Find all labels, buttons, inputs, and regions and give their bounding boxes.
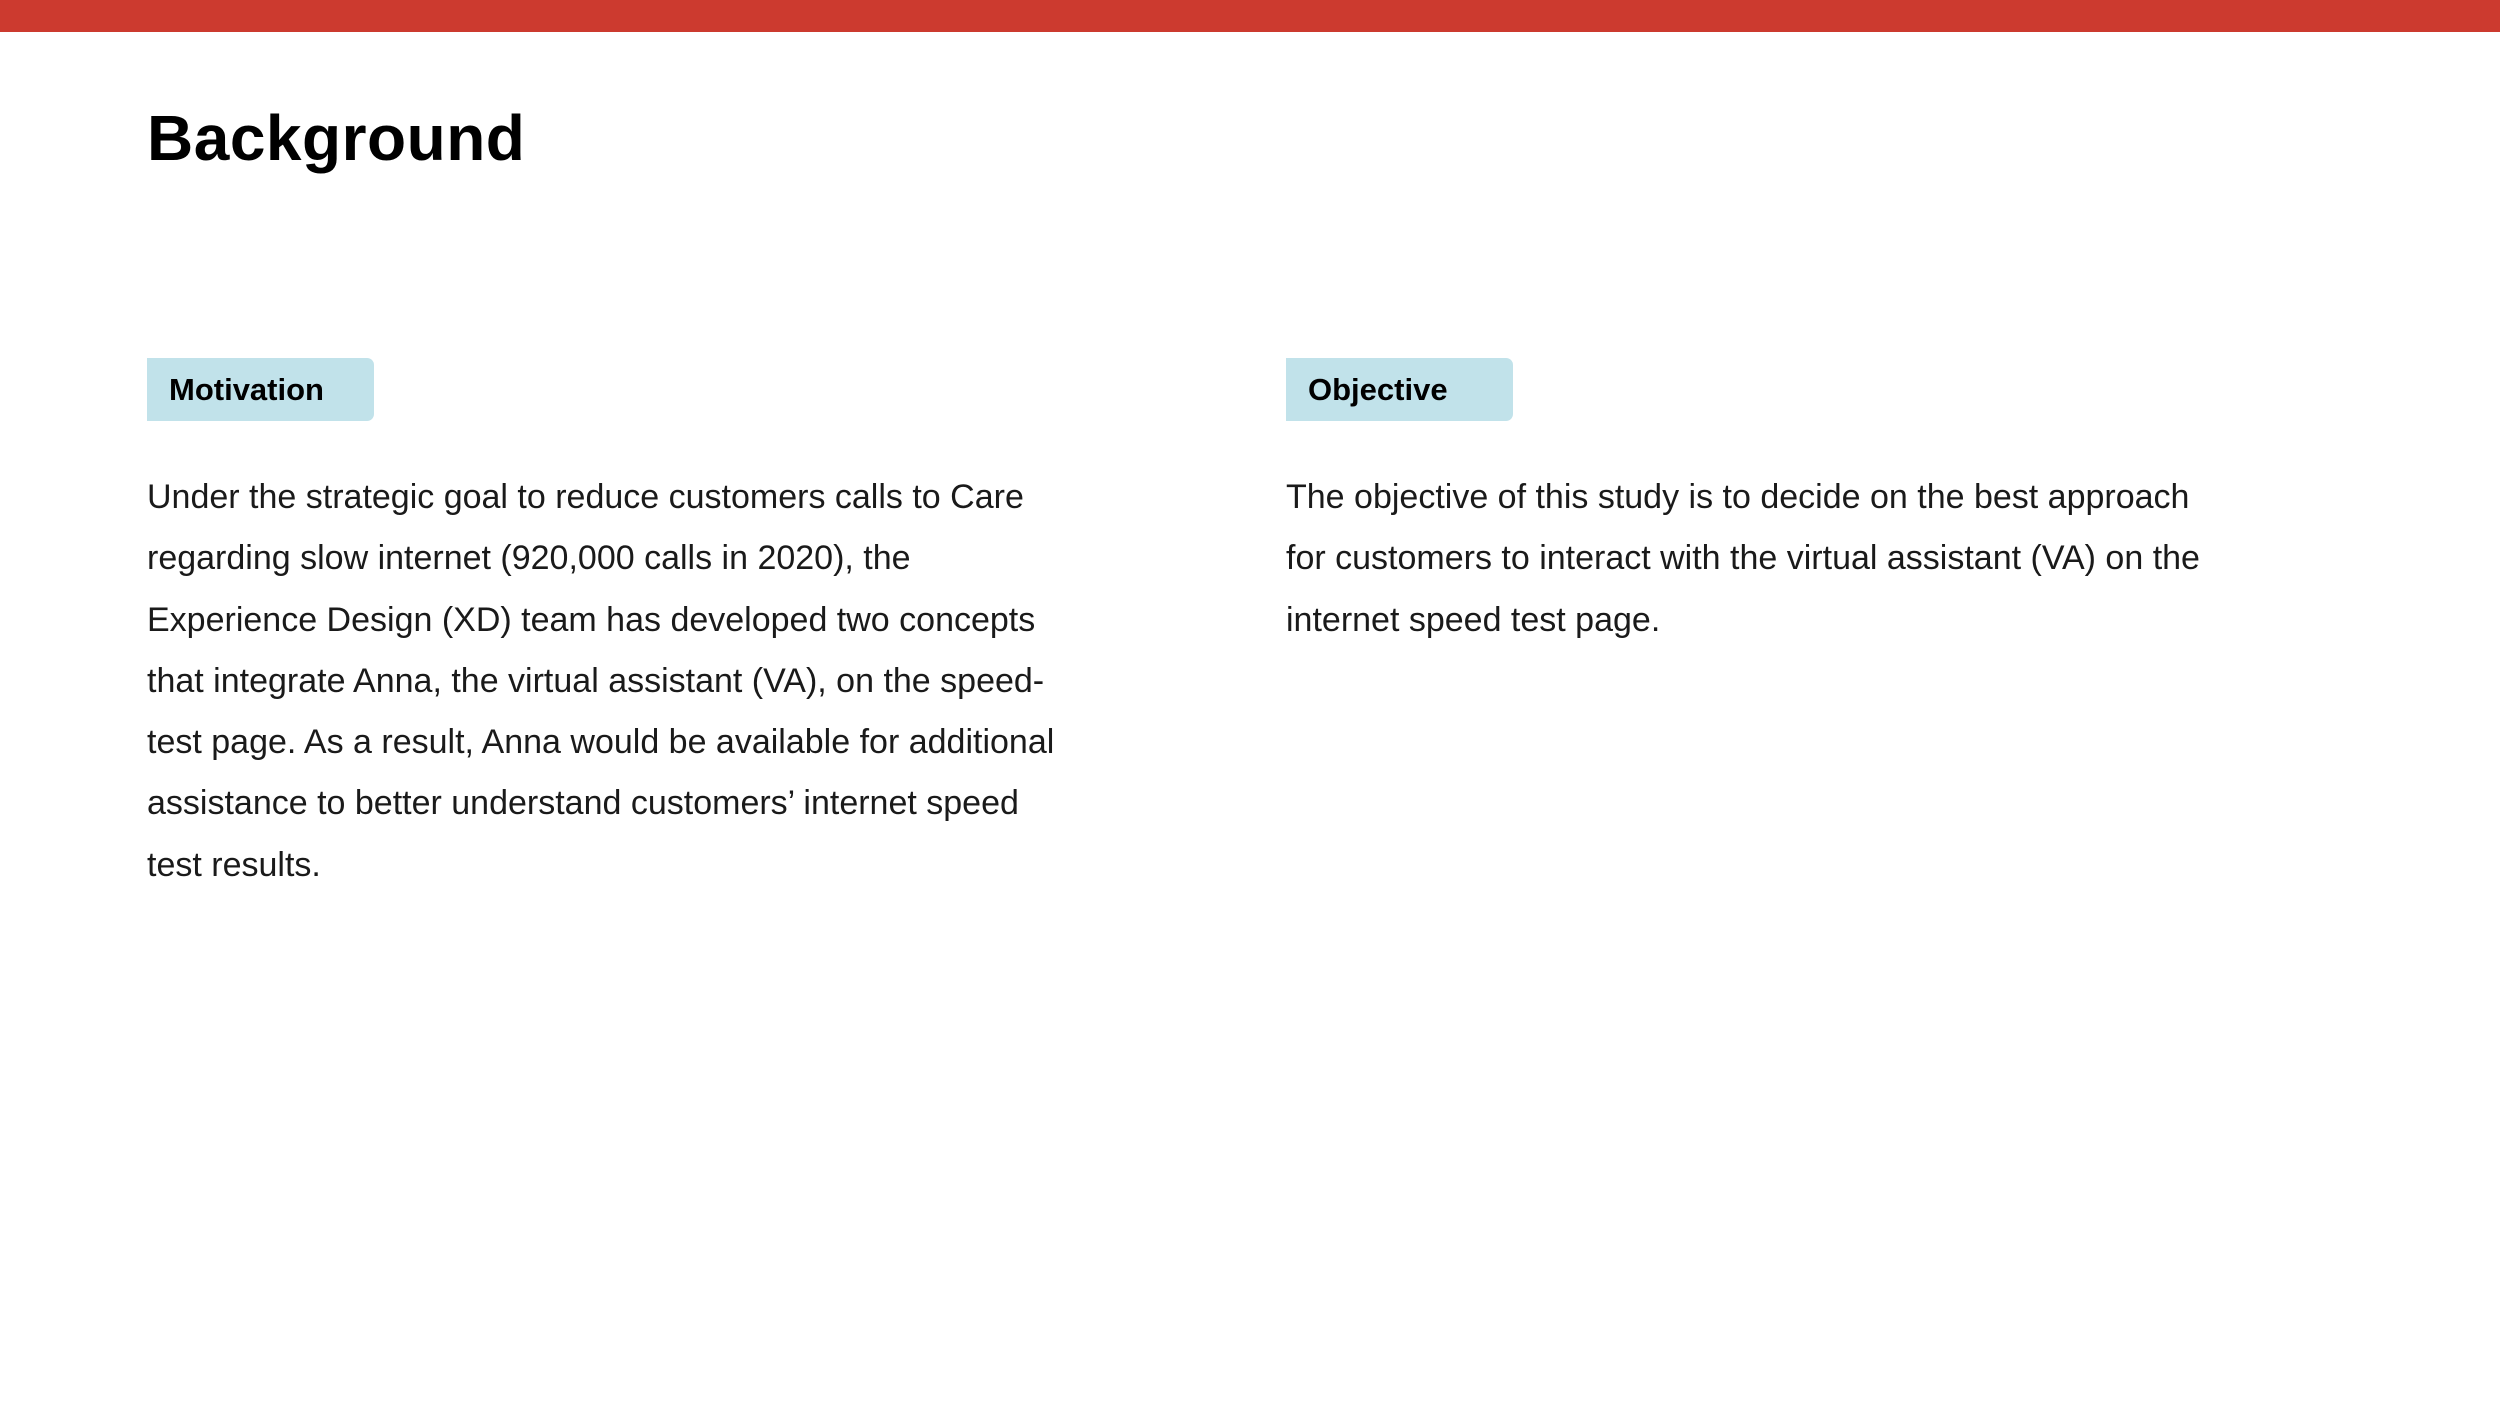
objective-section (1286, 358, 2226, 651)
motivation-tag: Motivation (147, 358, 374, 421)
objective-text: The objective of this study is to decide on the best approach for customers to interact with the virtual assistant (VA) on the internet speed test page. (1286, 478, 2200, 639)
page-title: Background (147, 102, 526, 174)
top-accent-bar (0, 0, 2500, 32)
motivation-text: Under the strategic goal to reduce customers calls to Care regarding slow internet (920,000 calls in 2020), the Experience Design (XD) team has developed two concepts that integrate Anna, the virtual assistant (VA), on the speed-test page. As a result, Anna would be available for additional assistance to better understand customers’ internet speed test results. (147, 478, 1055, 884)
objective-tag: Objective (1286, 358, 1513, 421)
motivation-section (147, 358, 1067, 896)
